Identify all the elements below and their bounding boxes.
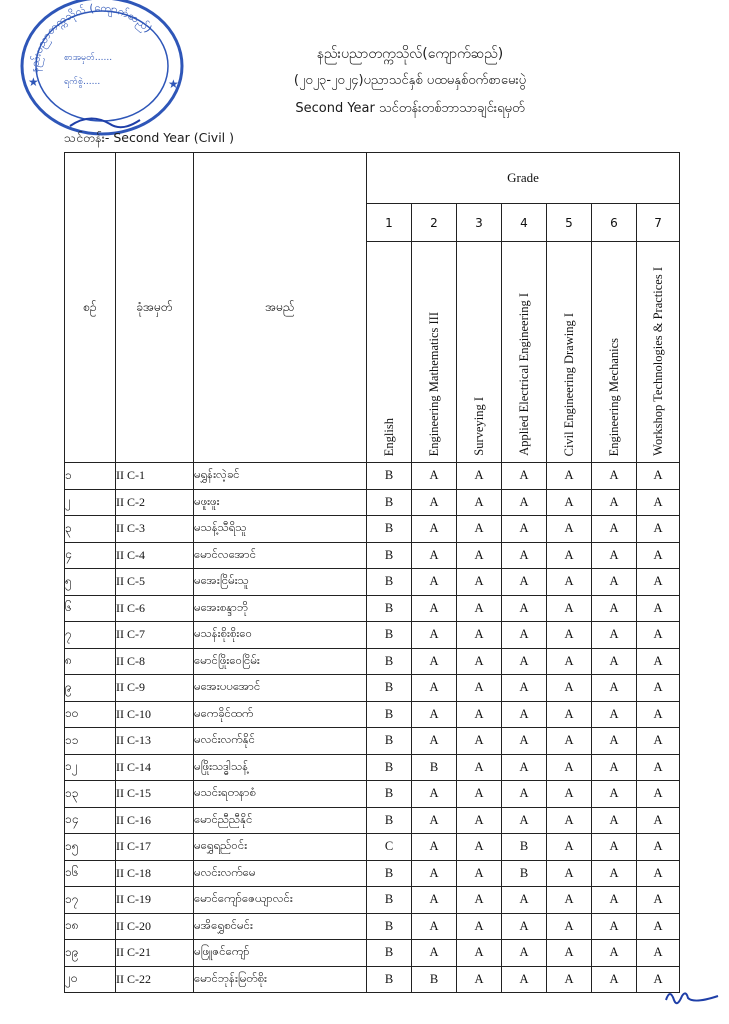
grade-cell: B [367, 489, 412, 516]
grade-cell: A [547, 595, 592, 622]
grade-cell: A [502, 807, 547, 834]
grade-cell: A [502, 675, 547, 702]
serial-number-cell: ၂ [65, 489, 116, 516]
grade-cell: A [637, 913, 680, 940]
seal-star-icon: ★ [28, 75, 39, 89]
table-row [65, 648, 680, 675]
grade-cell: A [457, 542, 502, 569]
signature [662, 986, 720, 1008]
grade-cell: A [547, 542, 592, 569]
grade-cell: A [637, 781, 680, 808]
serial-number-cell: ၃ [65, 516, 116, 543]
subject-header-cell [637, 242, 680, 463]
grade-cell: A [412, 728, 457, 755]
subject-name: Civil Engineering Drawing I [561, 312, 576, 456]
grade-cell: A [502, 542, 547, 569]
table-row [65, 569, 680, 596]
grade-cell: A [412, 595, 457, 622]
grade-cell: A [592, 966, 637, 993]
grade-cell: A [412, 542, 457, 569]
grade-cell: A [592, 516, 637, 543]
serial-number-cell: ၁၅ [65, 834, 116, 861]
grade-cell: A [547, 860, 592, 887]
grade-cell: A [637, 463, 680, 490]
grade-cell: A [502, 913, 547, 940]
grade-cell: A [412, 516, 457, 543]
grade-cell: A [592, 860, 637, 887]
grade-cell: A [592, 463, 637, 490]
roll-number-cell: II C-14 [116, 754, 194, 781]
grade-cell: A [457, 648, 502, 675]
grade-cell: A [637, 754, 680, 781]
grade-cell: A [637, 887, 680, 914]
student-name-cell: မရွှန်းလဲ့ခင် [194, 463, 367, 490]
grade-header: Grade [367, 153, 680, 204]
roll-number-cell: II C-18 [116, 860, 194, 887]
grade-cell: A [502, 887, 547, 914]
student-name-cell: မလင်းလက်နိုင် [194, 728, 367, 755]
grade-cell: A [637, 701, 680, 728]
roll-number-cell: II C-3 [116, 516, 194, 543]
student-name-cell: မသင်းရတနာစံ [194, 781, 367, 808]
grade-cell: A [592, 701, 637, 728]
report-title: Second Year သင်တန်းတစ်ဘာသာချင်းရမှတ် [295, 101, 525, 116]
student-name-cell: မအေးစန္ဒာဘို [194, 595, 367, 622]
grade-cell: A [457, 966, 502, 993]
grade-cell: A [502, 648, 547, 675]
grade-cell: A [592, 569, 637, 596]
student-name-cell: မဖြူဇင်ကျော် [194, 940, 367, 967]
grade-cell: B [502, 860, 547, 887]
grade-cell: A [412, 463, 457, 490]
table-row [65, 940, 680, 967]
grade-cell: A [457, 834, 502, 861]
grade-cell: B [367, 966, 412, 993]
student-rows [65, 463, 680, 993]
grade-cell: A [457, 569, 502, 596]
class-label: သင်တန်း- Second Year (Civil ) [64, 130, 235, 145]
grade-cell: A [457, 781, 502, 808]
roll-number-cell: II C-9 [116, 675, 194, 702]
serial-number-cell: ၁၀ [65, 701, 116, 728]
grade-cell: B [367, 595, 412, 622]
grade-cell: A [502, 516, 547, 543]
subject-header-cell [412, 242, 457, 463]
seal-signature [70, 118, 140, 127]
grade-cell: A [547, 966, 592, 993]
roll-number-cell: II C-1 [116, 463, 194, 490]
table-row [65, 754, 680, 781]
student-name-cell: မောင်ညီညီနိုင် [194, 807, 367, 834]
grade-cell: A [547, 622, 592, 649]
serial-number-cell: ၁၆ [65, 860, 116, 887]
grade-cell: A [547, 569, 592, 596]
serial-number-cell: ၁၉ [65, 940, 116, 967]
grade-cell: A [412, 648, 457, 675]
name-header: အမည် [194, 153, 367, 463]
grade-cell: A [592, 728, 637, 755]
subject-number: 6 [592, 204, 637, 242]
student-name-cell: မဖြိုးသဒ္ဓါသန့် [194, 754, 367, 781]
roll-number-cell: II C-10 [116, 701, 194, 728]
subject-name: Engineering Mechanics [606, 337, 621, 456]
grade-cell: A [547, 834, 592, 861]
grade-cell: A [457, 463, 502, 490]
subject-name: English [381, 417, 396, 456]
grade-cell: A [592, 489, 637, 516]
subject-name: Surveying I [471, 397, 486, 456]
grade-cell: A [637, 834, 680, 861]
serial-number-cell: ၄ [65, 542, 116, 569]
grade-cell: A [637, 966, 680, 993]
subject-number: 2 [412, 204, 457, 242]
grade-cell: A [637, 648, 680, 675]
grade-cell: A [592, 754, 637, 781]
grade-cell: A [637, 807, 680, 834]
grade-cell: A [412, 807, 457, 834]
subject-name: Applied Electrical Engineering I [516, 293, 531, 456]
subject-header-cell [457, 242, 502, 463]
roll-number-cell: II C-8 [116, 648, 194, 675]
grade-cell: A [412, 622, 457, 649]
grade-cell: A [412, 940, 457, 967]
grade-cell: B [412, 966, 457, 993]
grade-cell: A [457, 940, 502, 967]
subject-number: 7 [637, 204, 680, 242]
table-row [65, 887, 680, 914]
grade-cell: B [367, 913, 412, 940]
grade-cell: A [457, 701, 502, 728]
university-name: နည်းပညာတက္ကသိုလ်(ကျောက်ဆည်) [316, 46, 504, 62]
serial-number-cell: ၁ [65, 463, 116, 490]
grade-cell: B [367, 701, 412, 728]
grade-cell: A [547, 463, 592, 490]
grade-cell: A [502, 463, 547, 490]
grades-table [64, 152, 680, 993]
grade-cell: A [502, 781, 547, 808]
grade-cell: A [547, 701, 592, 728]
table-row [65, 781, 680, 808]
grade-cell: A [592, 648, 637, 675]
serial-number-cell: ၁၈ [65, 913, 116, 940]
grade-cell: B [367, 542, 412, 569]
table-row [65, 966, 680, 993]
grade-cell: A [592, 913, 637, 940]
serial-number-cell: ၆ [65, 595, 116, 622]
seal-ring-text: နည်းပညာတက္ကသိုလ် (ကျောက်ဆည်) [27, 0, 155, 74]
serial-number-cell: ၂၀ [65, 966, 116, 993]
table-row [65, 913, 680, 940]
serial-number-cell: ၁၄ [65, 807, 116, 834]
grade-cell: C [367, 834, 412, 861]
serial-number-cell: ၁၇ [65, 887, 116, 914]
grade-cell: A [412, 834, 457, 861]
serial-number-cell: ၉ [65, 675, 116, 702]
grade-cell: A [502, 622, 547, 649]
grade-cell: A [502, 966, 547, 993]
serial-number-cell: ၅ [65, 569, 116, 596]
grade-cell: A [592, 781, 637, 808]
subject-header-cell [367, 242, 412, 463]
roll-number-header: ခုံအမှတ် [116, 153, 194, 463]
grade-cell: A [637, 622, 680, 649]
grade-cell: A [592, 834, 637, 861]
grade-cell: B [367, 648, 412, 675]
grade-cell: A [637, 860, 680, 887]
table-row [65, 728, 680, 755]
roll-number-cell: II C-4 [116, 542, 194, 569]
seal-star-icon: ★ [168, 77, 179, 91]
grade-cell: A [547, 489, 592, 516]
table-row [65, 675, 680, 702]
grade-cell: B [367, 622, 412, 649]
grade-cell: A [457, 913, 502, 940]
roll-number-cell: II C-13 [116, 728, 194, 755]
grade-cell: A [457, 860, 502, 887]
subject-name: Engineering Mathematics III [426, 311, 441, 456]
student-name-cell: မကေခိုင်ထက် [194, 701, 367, 728]
student-name-cell: မောင်ကျော်ဇေယျာလင်း [194, 887, 367, 914]
grade-cell: A [547, 754, 592, 781]
serial-number-cell: ၁၃ [65, 781, 116, 808]
student-name-cell: မောင်ဖြိုးဝေငြိမ်း [194, 648, 367, 675]
seal-reference-line: စာအမှတ်...... [64, 53, 113, 63]
serial-number-cell: ၁၁ [65, 728, 116, 755]
grade-cell: A [412, 860, 457, 887]
grade-cell: A [637, 516, 680, 543]
grade-cell: A [502, 940, 547, 967]
table-row [65, 701, 680, 728]
grade-cell: A [502, 728, 547, 755]
grade-cell: A [547, 781, 592, 808]
grade-cell: A [592, 622, 637, 649]
student-name-cell: မဖူးဖူး [194, 489, 367, 516]
table-row [65, 834, 680, 861]
roll-number-cell: II C-16 [116, 807, 194, 834]
grade-cell: A [547, 728, 592, 755]
grade-cell: A [502, 595, 547, 622]
table-row [65, 463, 680, 490]
grade-cell: A [412, 701, 457, 728]
grade-cell: A [547, 516, 592, 543]
table-row [65, 489, 680, 516]
table-row [65, 542, 680, 569]
subject-name: Workshop Technologies & Practices I [650, 267, 665, 456]
student-name-cell: မအေးပပအောင် [194, 675, 367, 702]
grade-cell: A [637, 728, 680, 755]
serial-number-cell: ၈ [65, 648, 116, 675]
grade-cell: A [637, 675, 680, 702]
grade-cell: A [412, 913, 457, 940]
grade-cell: A [412, 569, 457, 596]
seal-date-line: ရက်စွဲ...... [64, 77, 101, 87]
grade-cell: A [457, 595, 502, 622]
grade-cell: A [457, 675, 502, 702]
subject-number: 5 [547, 204, 592, 242]
grade-cell: B [367, 728, 412, 755]
subject-header-cell [502, 242, 547, 463]
grade-cell: A [547, 807, 592, 834]
student-name-cell: မောင်လအောင် [194, 542, 367, 569]
grade-cell: A [637, 940, 680, 967]
grade-cell: B [367, 940, 412, 967]
grade-cell: B [367, 781, 412, 808]
grade-cell: A [637, 569, 680, 596]
grade-cell: A [502, 489, 547, 516]
table-row [65, 860, 680, 887]
grade-cell: A [592, 675, 637, 702]
student-name-cell: မသန့်သီရိသူ [194, 516, 367, 543]
roll-number-cell: II C-20 [116, 913, 194, 940]
grade-cell: A [502, 569, 547, 596]
grade-cell: A [412, 675, 457, 702]
grade-cell: A [457, 754, 502, 781]
grade-cell: A [457, 887, 502, 914]
roll-number-cell: II C-22 [116, 966, 194, 993]
grade-cell: A [637, 595, 680, 622]
grade-cell: A [547, 887, 592, 914]
grade-cell: A [457, 516, 502, 543]
grade-cell: B [502, 834, 547, 861]
table-row [65, 516, 680, 543]
roll-number-cell: II C-7 [116, 622, 194, 649]
university-seal [8, 0, 188, 138]
subject-number: 4 [502, 204, 547, 242]
grade-cell: A [502, 701, 547, 728]
grade-cell: B [367, 754, 412, 781]
grade-cell: A [457, 807, 502, 834]
table-row [65, 595, 680, 622]
grade-cell: A [637, 542, 680, 569]
grade-cell: A [592, 595, 637, 622]
serial-number-header: စဉ် [65, 153, 116, 463]
serial-number-cell: ၇ [65, 622, 116, 649]
roll-number-cell: II C-21 [116, 940, 194, 967]
grade-cell: B [367, 860, 412, 887]
grade-cell: B [367, 807, 412, 834]
grade-cell: B [367, 675, 412, 702]
subject-number: 1 [367, 204, 412, 242]
student-name-cell: မောင်ဘုန်းမြတ်စိုး [194, 966, 367, 993]
roll-number-cell: II C-5 [116, 569, 194, 596]
grade-cell: A [412, 887, 457, 914]
student-name-cell: မသန်းစိုးစိုးဝေ [194, 622, 367, 649]
subject-number: 3 [457, 204, 502, 242]
roll-number-cell: II C-17 [116, 834, 194, 861]
serial-number-cell: ၁၂ [65, 754, 116, 781]
grade-cell: A [547, 940, 592, 967]
subject-header-cell [547, 242, 592, 463]
roll-number-cell: II C-6 [116, 595, 194, 622]
roll-number-cell: II C-15 [116, 781, 194, 808]
student-name-cell: မအိရွှေစင်မင်း [194, 913, 367, 940]
student-name-cell: မလင်းလက်မေ [194, 860, 367, 887]
student-name-cell: မအေးငြိမ်းသူ [194, 569, 367, 596]
grade-cell: B [412, 754, 457, 781]
grade-cell: A [592, 807, 637, 834]
grade-cell: A [637, 489, 680, 516]
grade-cell: A [457, 489, 502, 516]
grade-cell: A [547, 648, 592, 675]
grade-cell: B [367, 569, 412, 596]
grade-cell: B [367, 516, 412, 543]
grade-cell: A [592, 940, 637, 967]
table-row [65, 807, 680, 834]
table-row [65, 622, 680, 649]
exam-title: (၂၀၂၃-၂၀၂၄)ပညာသင်နှစ် ပထမနှစ်ဝက်စာမေးပွဲ [293, 73, 527, 88]
grade-cell: A [547, 913, 592, 940]
grade-cell: A [502, 754, 547, 781]
student-name-cell: မရွှေရည်ဝင်း [194, 834, 367, 861]
grade-cell: A [457, 728, 502, 755]
roll-number-cell: II C-2 [116, 489, 194, 516]
grade-cell: A [412, 489, 457, 516]
subject-header-cell [592, 242, 637, 463]
grade-cell: A [592, 887, 637, 914]
roll-number-cell: II C-19 [116, 887, 194, 914]
grade-cell: A [412, 781, 457, 808]
grade-cell: A [592, 542, 637, 569]
grade-cell: A [457, 622, 502, 649]
grade-cell: A [547, 675, 592, 702]
grade-cell: B [367, 887, 412, 914]
grade-cell: B [367, 463, 412, 490]
